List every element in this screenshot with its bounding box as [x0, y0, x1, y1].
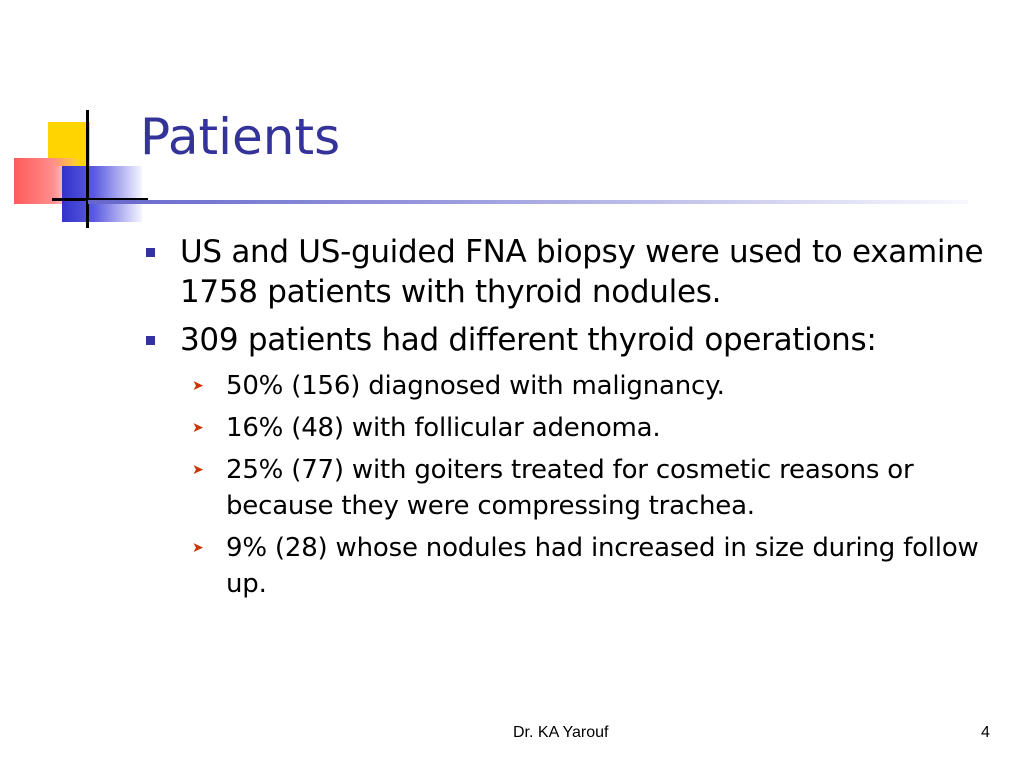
arrow-bullet-icon: ➤ — [192, 378, 204, 394]
slide-content — [140, 232, 1000, 608]
sub-bullet-text: 25% (77) with goiters treated for cosmetic reasons or because they were compressing trachea. — [226, 455, 914, 521]
sub-bullet-text: 50% (156) diagnosed with malignancy. — [226, 371, 725, 401]
blue-square — [62, 166, 142, 222]
bullet-item — [140, 320, 1000, 360]
sub-bullet-item — [140, 452, 1000, 524]
sub-bullet-item — [140, 368, 1000, 404]
decorative-squares-logo — [0, 100, 150, 240]
sub-bullet-text: 16% (48) with follicular adenoma. — [226, 413, 661, 443]
arrow-bullet-icon: ➤ — [192, 420, 204, 436]
bullet-text: US and US-guided FNA biopsy were used to examine 1758 patients with thyroid nodules. — [180, 234, 984, 310]
arrow-bullet-icon: ➤ — [192, 462, 204, 478]
arrow-bullet-icon: ➤ — [192, 540, 204, 556]
page-number: 4 — [981, 724, 990, 741]
slide-title: Patients — [140, 108, 341, 166]
sub-bullet-text: 9% (28) whose nodules had increased in size during follow up. — [226, 533, 979, 599]
title-underline — [88, 200, 968, 204]
sub-bullet-item — [140, 410, 1000, 446]
sub-bullet-item — [140, 530, 1000, 602]
bullet-text: 309 patients had different thyroid operations: — [180, 322, 877, 358]
vertical-line — [86, 110, 89, 228]
bullet-item — [140, 232, 1000, 312]
square-bullet-icon — [146, 248, 155, 257]
square-bullet-icon — [146, 336, 155, 345]
footer-author: Dr. KA Yarouf — [513, 724, 609, 741]
